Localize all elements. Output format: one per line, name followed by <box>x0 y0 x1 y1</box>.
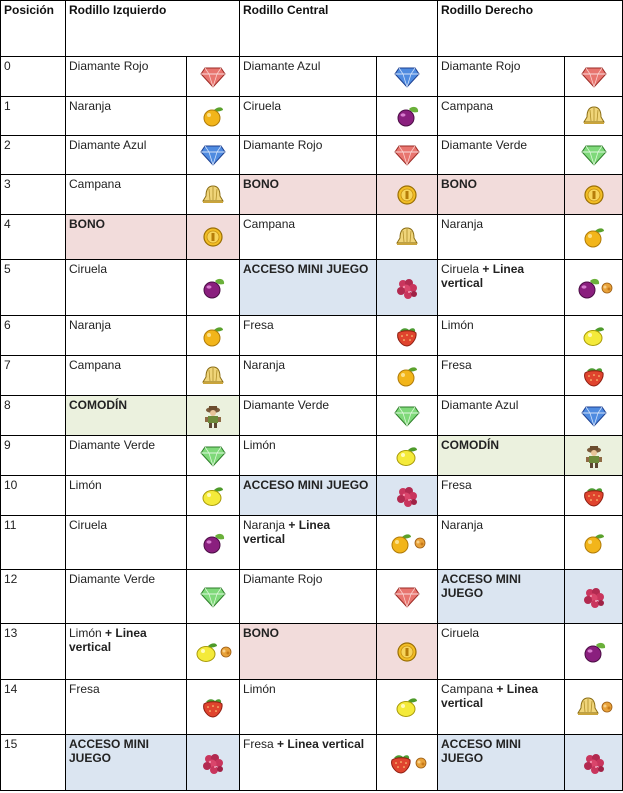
symbol-label: Ciruela <box>243 99 282 113</box>
left-reel-icon-cell <box>187 735 240 791</box>
symbol-label: COMODÍN <box>441 438 500 452</box>
vertical-line-badge-icon <box>414 537 426 549</box>
left-reel-symbol-cell <box>66 476 187 516</box>
header-position: Posición <box>1 1 66 57</box>
position-cell: 4 <box>1 215 66 260</box>
left-reel-icon-cell <box>187 624 240 680</box>
symbol-label: Fresa <box>69 682 100 696</box>
vertical-line-label: Linea vertical <box>441 262 525 290</box>
orange-icon <box>200 324 226 348</box>
plus-sign: + <box>482 262 490 276</box>
center-reel-icon-cell <box>377 175 438 215</box>
vertical-line-badge-icon <box>415 757 427 769</box>
center-reel-symbol-cell <box>240 356 377 396</box>
symbol-label: Ciruela <box>69 518 108 532</box>
position-cell: 15 <box>1 735 66 791</box>
plus-sign: + <box>105 626 113 640</box>
symbol-label: Campana <box>441 99 494 113</box>
coin-icon <box>395 640 419 664</box>
position-cell: 3 <box>1 175 66 215</box>
right-reel-icon-cell <box>565 260 623 316</box>
symbol-label: Ciruela <box>69 262 108 276</box>
right-reel-symbol-cell <box>438 316 565 356</box>
center-reel-symbol-cell <box>240 396 377 436</box>
right-reel-symbol-cell <box>438 735 565 791</box>
symbol-label: Fresa <box>243 737 274 751</box>
right-reel-symbol-cell <box>438 476 565 516</box>
right-reel-symbol-cell <box>438 260 565 316</box>
center-reel-icon-cell <box>377 436 438 476</box>
table-row <box>1 316 623 356</box>
vertical-line-label: Linea vertical <box>441 682 539 710</box>
lemon-icon <box>581 324 607 348</box>
left-reel-icon-cell <box>187 356 240 396</box>
right-reel-icon-cell <box>565 680 623 735</box>
left-reel-icon-cell <box>187 57 240 97</box>
left-reel-symbol-cell <box>66 396 187 436</box>
symbol-label: Limón <box>69 626 102 640</box>
symbol-label: Diamante Azul <box>69 138 147 152</box>
right-reel-icon-cell <box>565 570 623 624</box>
blue-diamond-icon <box>581 405 607 427</box>
symbol-label: Naranja <box>441 518 484 532</box>
right-reel-icon-cell <box>565 57 623 97</box>
symbol-label: BONO <box>243 626 280 640</box>
center-reel-icon-cell <box>377 356 438 396</box>
symbol-label: Fresa <box>243 318 274 332</box>
left-reel-symbol-cell <box>66 516 187 570</box>
table-row <box>1 516 623 570</box>
strawberry-icon <box>580 484 608 508</box>
left-reel-icon-cell <box>187 396 240 436</box>
vertical-line-label: Linea vertical <box>287 737 365 751</box>
orange-icon <box>394 364 420 388</box>
plus-sign: + <box>288 518 296 532</box>
red-diamond-icon <box>394 586 420 608</box>
green-diamond-icon <box>394 405 420 427</box>
symbol-label: ACCESO MINI JUEGO <box>69 737 150 765</box>
position-cell: 10 <box>1 476 66 516</box>
center-reel-symbol-cell <box>240 175 377 215</box>
left-reel-icon-cell <box>187 175 240 215</box>
table-row <box>1 136 623 175</box>
right-reel-symbol-cell <box>438 356 565 396</box>
center-reel-icon-cell <box>377 516 438 570</box>
symbol-label: Limón <box>243 682 276 696</box>
left-reel-icon-cell <box>187 97 240 136</box>
center-reel-icon-cell <box>377 215 438 260</box>
right-reel-symbol-cell <box>438 680 565 735</box>
table-row <box>1 624 623 680</box>
right-reel-icon-cell <box>565 396 623 436</box>
red-diamond-icon <box>581 66 607 88</box>
position-cell: 2 <box>1 136 66 175</box>
symbol-label: Ciruela <box>441 262 480 276</box>
position-cell: 8 <box>1 396 66 436</box>
left-reel-symbol-cell <box>66 624 187 680</box>
plum-icon <box>200 276 226 300</box>
green-diamond-icon <box>581 144 607 166</box>
position-cell: 0 <box>1 57 66 97</box>
red-diamond-icon <box>394 144 420 166</box>
center-reel-symbol-cell <box>240 316 377 356</box>
strawberry-icon <box>393 324 421 348</box>
center-reel-symbol-cell <box>240 260 377 316</box>
orange-icon <box>581 225 607 249</box>
symbol-label: Campana <box>69 177 122 191</box>
table-row <box>1 396 623 436</box>
right-reel-symbol-cell <box>438 215 565 260</box>
header-left-reel: Rodillo Izquierdo <box>66 1 240 57</box>
symbol-label: Naranja <box>243 358 286 372</box>
symbol-label: BONO <box>69 217 105 231</box>
header-right-reel: Rodillo Derecho <box>438 1 623 57</box>
right-reel-symbol-cell <box>438 436 565 476</box>
symbol-label: Diamante Verde <box>69 572 156 586</box>
symbol-label: ACCESO MINI JUEGO <box>243 478 369 492</box>
plum-icon <box>200 531 226 555</box>
symbol-label: Diamante Azul <box>441 398 519 412</box>
left-reel-icon-cell <box>187 260 240 316</box>
vertical-line-badge-icon <box>601 701 613 713</box>
symbol-label: Campana <box>441 682 494 696</box>
symbol-label: ACCESO MINI JUEGO <box>441 737 522 765</box>
raspberry-icon <box>580 583 608 611</box>
left-reel-icon-cell <box>187 680 240 735</box>
symbol-label: Campana <box>69 358 122 372</box>
position-cell: 6 <box>1 316 66 356</box>
left-reel-symbol-cell <box>66 136 187 175</box>
table-row <box>1 57 623 97</box>
symbol-label: Limón <box>243 438 276 452</box>
position-cell: 12 <box>1 570 66 624</box>
symbol-label: COMODÍN <box>69 398 127 412</box>
plum-icon <box>575 276 601 300</box>
center-reel-symbol-cell <box>240 624 377 680</box>
right-reel-symbol-cell <box>438 97 565 136</box>
right-reel-symbol-cell <box>438 570 565 624</box>
center-reel-symbol-cell <box>240 436 377 476</box>
coin-icon <box>201 225 225 249</box>
left-reel-symbol-cell <box>66 57 187 97</box>
strawberry-icon <box>387 751 415 775</box>
table-row <box>1 97 623 136</box>
symbol-label: Naranja <box>243 518 286 532</box>
vertical-line-badge-icon <box>220 646 232 658</box>
symbol-label: Diamante Rojo <box>243 572 323 586</box>
right-reel-icon-cell <box>565 215 623 260</box>
symbol-label: Naranja <box>69 318 112 332</box>
symbol-label: ACCESO MINI JUEGO <box>243 262 369 276</box>
center-reel-icon-cell <box>377 570 438 624</box>
strawberry-icon <box>199 695 227 719</box>
symbol-label: Naranja <box>69 99 112 113</box>
center-reel-icon-cell <box>377 57 438 97</box>
left-reel-symbol-cell <box>66 316 187 356</box>
right-reel-icon-cell <box>565 175 623 215</box>
plus-sign: + <box>277 737 285 751</box>
left-reel-icon-cell <box>187 476 240 516</box>
lemon-icon <box>394 695 420 719</box>
table-row <box>1 735 623 791</box>
right-reel-symbol-cell <box>438 136 565 175</box>
center-reel-icon-cell <box>377 624 438 680</box>
right-reel-icon-cell <box>565 436 623 476</box>
left-reel-icon-cell <box>187 436 240 476</box>
symbol-label: Diamante Verde <box>441 138 528 152</box>
table-row <box>1 570 623 624</box>
vertical-line-badge-icon <box>601 282 613 294</box>
symbol-label: Limón <box>69 478 102 492</box>
table-row <box>1 680 623 735</box>
center-reel-symbol-cell <box>240 97 377 136</box>
left-reel-icon-cell <box>187 215 240 260</box>
symbol-label: Ciruela <box>441 626 480 640</box>
center-reel-symbol-cell <box>240 735 377 791</box>
left-reel-symbol-cell <box>66 436 187 476</box>
right-reel-icon-cell <box>565 476 623 516</box>
position-cell: 9 <box>1 436 66 476</box>
blue-diamond-icon <box>200 144 226 166</box>
symbol-label: Diamante Rojo <box>243 138 323 152</box>
position-cell: 1 <box>1 97 66 136</box>
right-reel-icon-cell <box>565 356 623 396</box>
strawberry-icon <box>580 364 608 388</box>
center-reel-icon-cell <box>377 680 438 735</box>
symbol-label: ACCESO MINI JUEGO <box>441 572 522 600</box>
orange-icon <box>581 531 607 555</box>
symbol-label: Diamante Rojo <box>69 59 149 73</box>
symbol-label: Diamante Rojo <box>441 59 521 73</box>
coin-icon <box>395 183 419 207</box>
orange-icon <box>388 531 414 555</box>
plum-icon <box>581 640 607 664</box>
right-reel-symbol-cell <box>438 396 565 436</box>
wild-figure-icon <box>582 443 606 469</box>
symbol-label: Naranja <box>441 217 484 231</box>
left-reel-symbol-cell <box>66 97 187 136</box>
center-reel-icon-cell <box>377 260 438 316</box>
center-reel-icon-cell <box>377 476 438 516</box>
table-header-row <box>1 1 623 57</box>
center-reel-symbol-cell <box>240 57 377 97</box>
left-reel-symbol-cell <box>66 735 187 791</box>
position-cell: 14 <box>1 680 66 735</box>
vertical-line-label: Linea vertical <box>69 626 147 654</box>
right-reel-symbol-cell <box>438 624 565 680</box>
plum-icon <box>394 104 420 128</box>
bell-icon <box>581 104 607 128</box>
center-reel-icon-cell <box>377 396 438 436</box>
left-reel-symbol-cell <box>66 680 187 735</box>
raspberry-icon <box>199 749 227 777</box>
wild-figure-icon <box>201 403 225 429</box>
symbol-label: Diamante Verde <box>243 398 330 412</box>
left-reel-icon-cell <box>187 570 240 624</box>
green-diamond-icon <box>200 445 226 467</box>
vertical-line-label: Linea vertical <box>243 518 331 546</box>
symbol-label: Limón <box>441 318 474 332</box>
center-reel-symbol-cell <box>240 215 377 260</box>
lemon-icon <box>194 640 220 664</box>
table-row <box>1 476 623 516</box>
right-reel-icon-cell <box>565 136 623 175</box>
left-reel-symbol-cell <box>66 570 187 624</box>
red-diamond-icon <box>200 66 226 88</box>
center-reel-icon-cell <box>377 97 438 136</box>
blue-diamond-icon <box>394 66 420 88</box>
center-reel-symbol-cell <box>240 476 377 516</box>
center-reel-symbol-cell <box>240 516 377 570</box>
left-reel-icon-cell <box>187 136 240 175</box>
orange-icon <box>200 104 226 128</box>
symbol-label: Campana <box>243 217 296 231</box>
raspberry-icon <box>580 749 608 777</box>
symbol-label: Fresa <box>441 478 472 492</box>
center-reel-icon-cell <box>377 316 438 356</box>
right-reel-symbol-cell <box>438 57 565 97</box>
bell-icon <box>200 183 226 207</box>
right-reel-icon-cell <box>565 735 623 791</box>
position-cell: 7 <box>1 356 66 396</box>
left-reel-icon-cell <box>187 316 240 356</box>
symbol-label: BONO <box>243 177 280 191</box>
right-reel-symbol-cell <box>438 175 565 215</box>
lemon-icon <box>394 444 420 468</box>
raspberry-icon <box>393 274 421 302</box>
position-cell: 5 <box>1 260 66 316</box>
right-reel-icon-cell <box>565 516 623 570</box>
right-reel-icon-cell <box>565 97 623 136</box>
bell-icon <box>200 364 226 388</box>
left-reel-symbol-cell <box>66 356 187 396</box>
left-reel-symbol-cell <box>66 260 187 316</box>
bell-icon <box>394 225 420 249</box>
table-row <box>1 175 623 215</box>
table-row <box>1 356 623 396</box>
table-body <box>1 57 623 791</box>
green-diamond-icon <box>200 586 226 608</box>
symbol-label: Diamante Verde <box>69 438 156 452</box>
left-reel-symbol-cell <box>66 215 187 260</box>
coin-icon <box>582 183 606 207</box>
table-row <box>1 260 623 316</box>
right-reel-icon-cell <box>565 624 623 680</box>
right-reel-icon-cell <box>565 316 623 356</box>
symbol-label: Diamante Azul <box>243 59 321 73</box>
header-center-reel: Rodillo Central <box>240 1 438 57</box>
center-reel-symbol-cell <box>240 136 377 175</box>
position-cell: 11 <box>1 516 66 570</box>
center-reel-symbol-cell <box>240 680 377 735</box>
center-reel-icon-cell <box>377 735 438 791</box>
symbol-label: BONO <box>441 177 478 191</box>
position-cell: 13 <box>1 624 66 680</box>
symbol-label: Fresa <box>441 358 472 372</box>
left-reel-icon-cell <box>187 516 240 570</box>
table-row <box>1 215 623 260</box>
raspberry-icon <box>393 482 421 510</box>
right-reel-symbol-cell <box>438 516 565 570</box>
bell-icon <box>575 695 601 719</box>
left-reel-symbol-cell <box>66 175 187 215</box>
center-reel-icon-cell <box>377 136 438 175</box>
lemon-icon <box>200 484 226 508</box>
plus-sign: + <box>496 682 504 696</box>
table-row <box>1 436 623 476</box>
center-reel-symbol-cell <box>240 570 377 624</box>
